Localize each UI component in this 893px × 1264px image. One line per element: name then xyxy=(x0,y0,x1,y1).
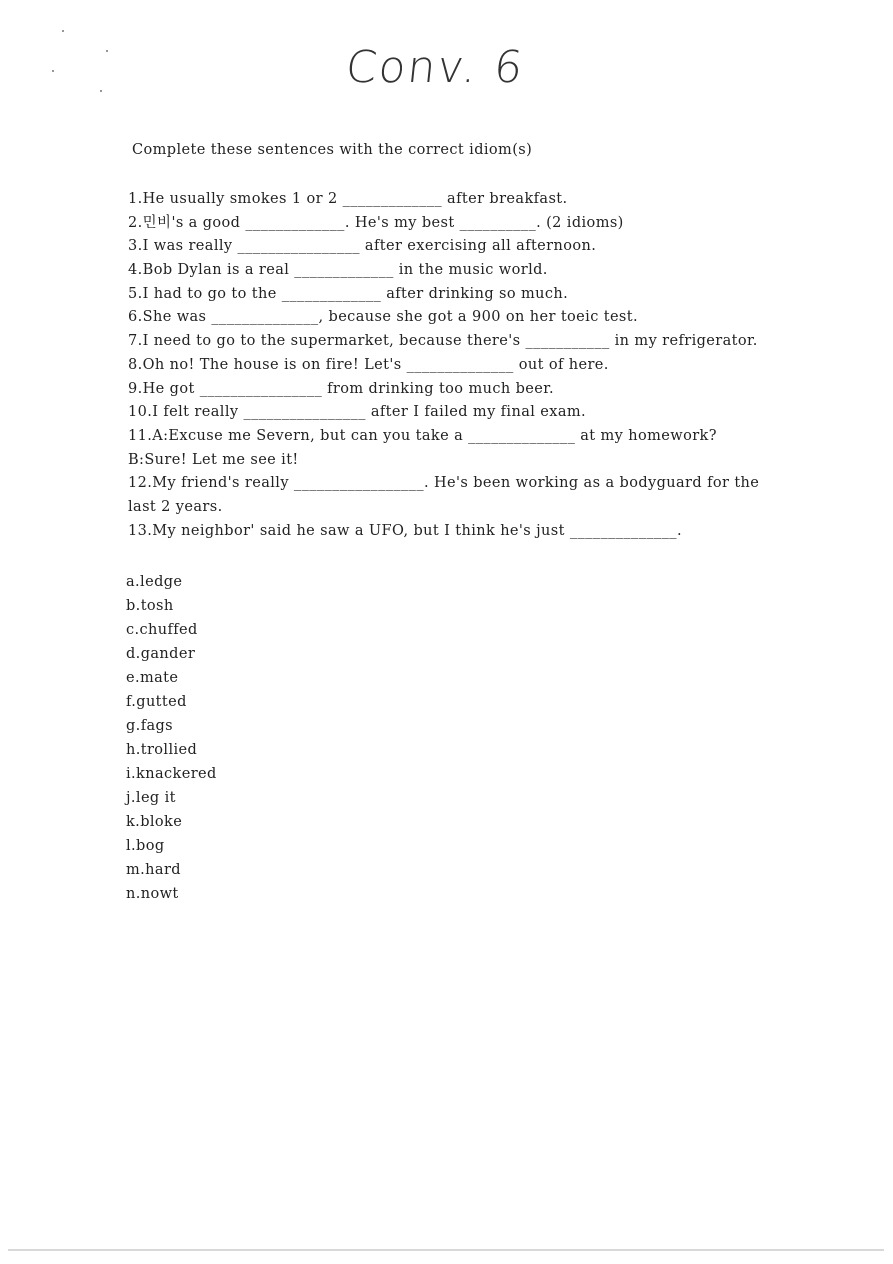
question-line: 2.민비's a good _____________. He's my best __________. (2 idioms) xyxy=(128,214,624,231)
question-line: 8.Oh no! The house is on fire! Let's ______________ out of here. xyxy=(128,356,609,373)
idiom-item: k.bloke xyxy=(126,814,183,830)
idiom-item: j.leg it xyxy=(126,790,176,806)
idiom-item: d.gander xyxy=(126,646,196,662)
idiom-item: l.bog xyxy=(126,838,165,854)
page-title: Conv. 6 xyxy=(343,42,527,93)
question-line: 10.I felt really ________________ after I failed my final exam. xyxy=(128,404,587,421)
idiom-item: e.mate xyxy=(126,670,179,686)
question-list xyxy=(128,188,768,543)
idiom-item: b.tosh xyxy=(126,598,174,614)
idiom-item: c.chuffed xyxy=(126,622,198,638)
scan-speck xyxy=(106,50,108,52)
scan-edge-divider xyxy=(8,1249,884,1251)
question-line: last 2 years. xyxy=(128,498,223,515)
scan-speck xyxy=(62,30,64,32)
idiom-item: f.gutted xyxy=(126,694,187,710)
idiom-item: g.fags xyxy=(126,718,174,734)
idiom-list xyxy=(126,570,217,906)
scan-speck xyxy=(52,70,54,72)
question-line: 12.My friend's really _________________. He's been working as a bodyguard for the xyxy=(128,475,760,492)
question-line: 9.He got ________________ from drinking too much beer. xyxy=(128,380,554,397)
idiom-item: h.trollied xyxy=(126,742,198,758)
question-line: 4.Bob Dylan is a real _____________ in the music world. xyxy=(128,262,548,279)
instructions: Complete these sentences with the correct idiom(s) xyxy=(132,142,533,158)
idiom-item: i.knackered xyxy=(126,766,217,782)
question-line: B:Sure! Let me see it! xyxy=(128,451,299,468)
idiom-item: n.nowt xyxy=(126,886,179,902)
question-line: 7.I need to go to the supermarket, because there's ___________ in my refrigerator. xyxy=(128,333,758,350)
scan-speck xyxy=(100,90,102,92)
question-line: 3.I was really ________________ after exercising all afternoon. xyxy=(128,238,597,255)
question-line: 13.My neighbor' said he saw a UFO, but I think he's just ______________. xyxy=(128,522,682,539)
idiom-item: m.hard xyxy=(126,862,181,878)
question-line: 1.He usually smokes 1 or 2 _____________ after breakfast. xyxy=(128,191,568,207)
question-line: 5.I had to go to the _____________ after drinking so much. xyxy=(128,285,569,302)
question-line: 6.She was ______________, because she got a 900 on her toeic test. xyxy=(128,309,639,326)
question-line: 11.A:Excuse me Severn, but can you take a ______________ at my homework? xyxy=(128,427,717,444)
idiom-item: a.ledge xyxy=(126,574,183,590)
